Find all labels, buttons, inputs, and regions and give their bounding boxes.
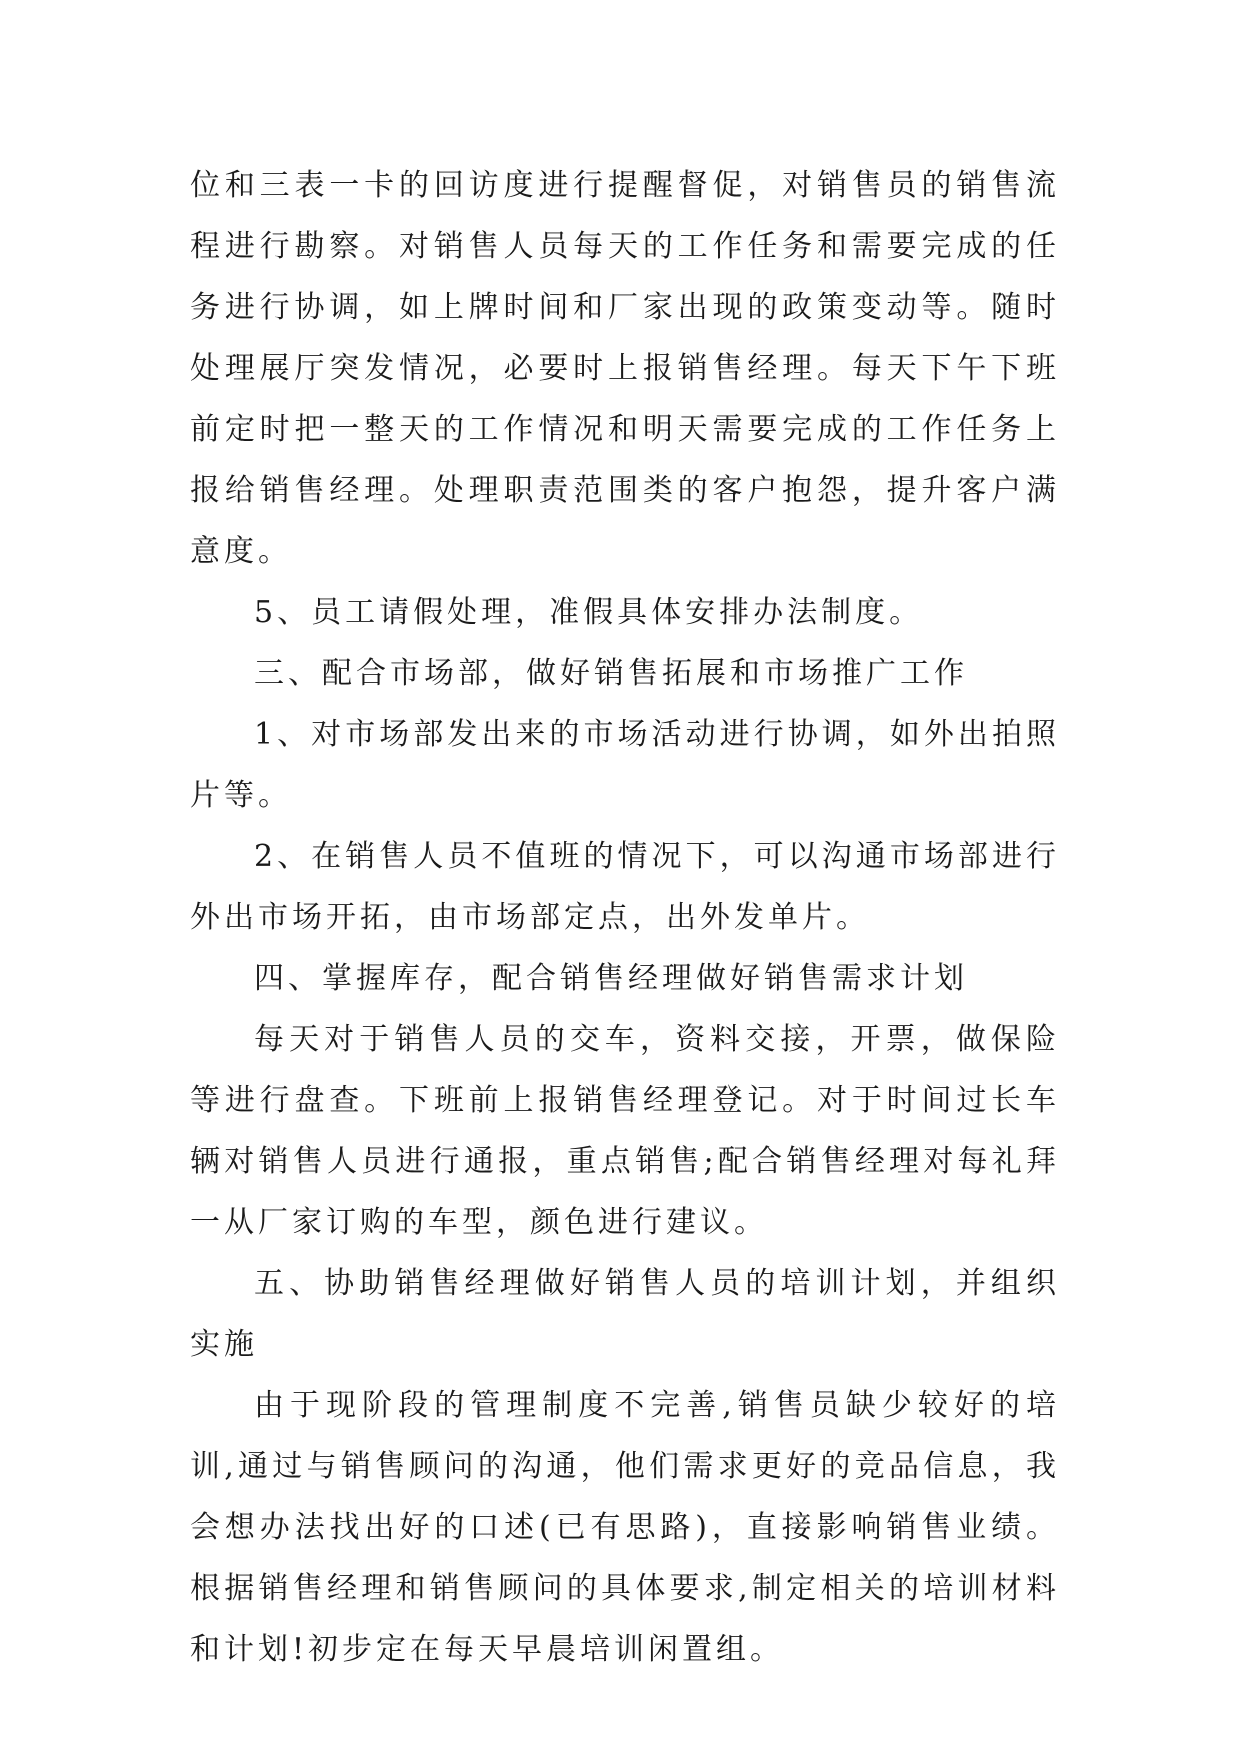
- section-heading-3: 三、配合市场部，做好销售拓展和市场推广工作: [254, 656, 968, 691]
- paragraph-market-expansion: 2、在销售人员不值班的情况下，可以沟通市场部进行外出市场开拓，由市场部定点，出外发单片。: [190, 839, 1060, 935]
- paragraph-leave-handling: 5、员工请假处理，准假具体安排办法制度。: [254, 595, 924, 630]
- paragraph-market-activity: 1、对市场部发出来的市场活动进行协调，如外出拍照片等。: [190, 717, 1060, 813]
- paragraph-training: 由于现阶段的管理制度不完善,销售员缺少较好的培训,通过与销售顾问的沟通，他们需求更好的竞品信息，我会想办法找出好的口述(已有思路)，直接影响销售业绩。根据销售经理和销售顾问的具体要求,制定相关的培训材料和计划!初步定在每天早晨培训闲置组。: [190, 1388, 1060, 1667]
- document-body: [190, 155, 1060, 1680]
- paragraph-inventory: 每天对于销售人员的交车，资料交接，开票，做保险等进行盘查。下班前上报销售经理登记。对于时间过长车辆对销售人员进行通报，重点销售;配合销售经理对每礼拜一从厂家订购的车型，颜色进行建议。: [190, 1022, 1060, 1240]
- section-heading-4: 四、掌握库存，配合销售经理做好销售需求计划: [254, 961, 968, 996]
- paragraph-continuation: 位和三表一卡的回访度进行提醒督促，对销售员的销售流程进行勘察。对销售人员每天的工作任务和需要完成的任务进行协调，如上牌时间和厂家出现的政策变动等。随时处理展厅突发情况，必要时上报销售经理。每天下午下班前定时把一整天的工作情况和明天需要完成的工作任务上报给销售经理。处理职责范围类的客户抱怨，提升客户满意度。: [190, 168, 1060, 569]
- section-heading-5: 五、协助销售经理做好销售人员的培训计划，并组织实施: [190, 1266, 1060, 1362]
